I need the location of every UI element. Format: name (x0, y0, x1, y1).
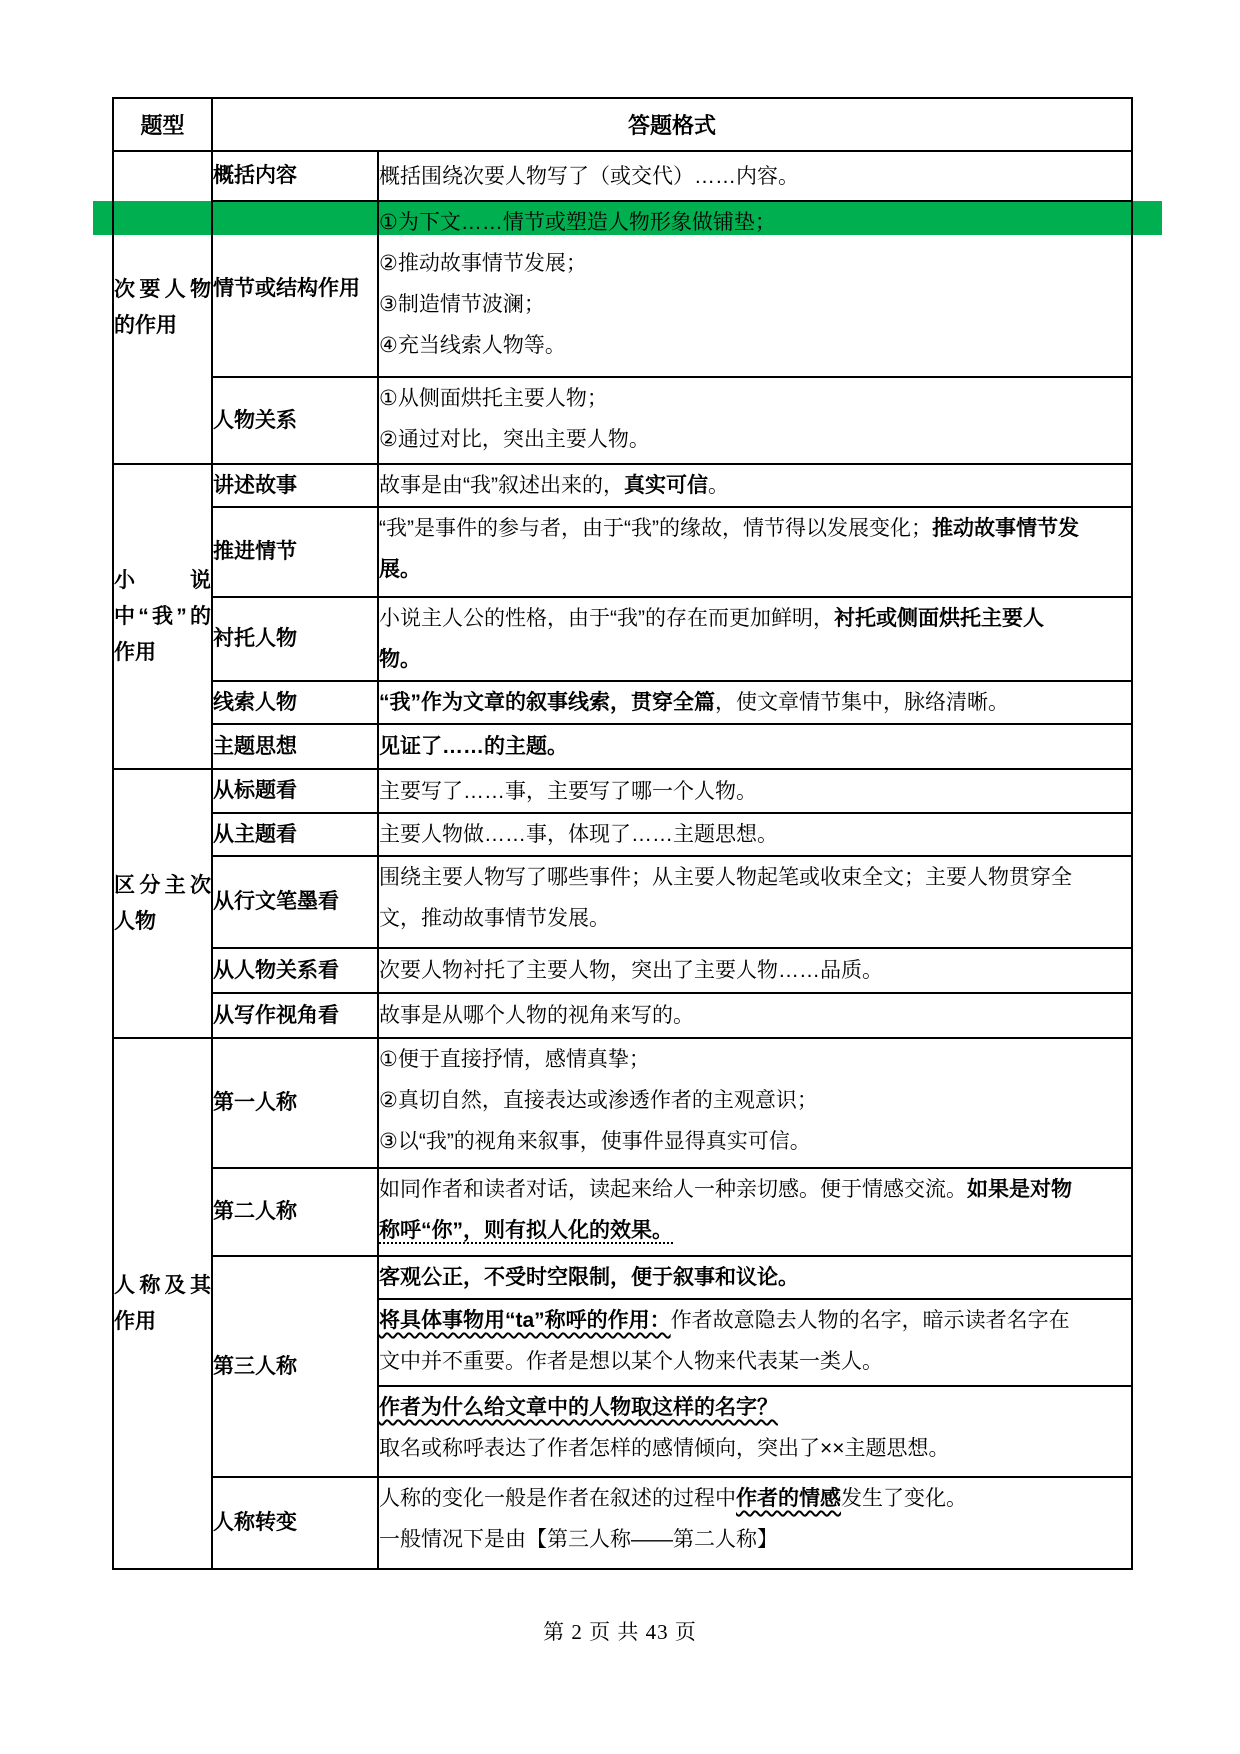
text-segment: 作者故意隐去人物的名字，暗示读者名字在 (670, 1309, 1070, 1332)
text-segment: 发生了变化。 (841, 1487, 967, 1510)
row-label: 主题思想 (212, 724, 378, 769)
row-content (378, 724, 1132, 769)
content-line (379, 508, 1131, 549)
content-line (379, 1257, 1131, 1298)
text-segment: ③以“我”的视角来叙事，使事件显得真实可信。 (379, 1130, 811, 1153)
content-line (379, 1300, 1131, 1341)
text-segment: 物。 (379, 648, 421, 671)
content-line (379, 1428, 1131, 1469)
text-segment: ③制造情节波澜； (379, 293, 545, 316)
content-line (379, 1478, 1131, 1519)
row-content (378, 856, 1132, 948)
text-segment: 作者为什么给文章中的人物取这样的名字？ (379, 1396, 778, 1419)
row-content (378, 507, 1132, 597)
table-row (113, 1256, 1132, 1299)
section-label: 区分主次人物 (113, 769, 212, 1038)
text-segment: 作者的情感 (736, 1487, 841, 1510)
content-line (379, 1387, 1131, 1428)
row-label: 从主题看 (212, 813, 378, 856)
content-line (379, 1169, 1131, 1210)
text-segment: ，使文章情节集中，脉络清晰。 (715, 691, 1009, 714)
row-label: 第二人称 (212, 1168, 378, 1256)
table-row (113, 377, 1132, 464)
content-line (379, 857, 1131, 898)
text-segment: “我”作为文章的叙事线索，贯穿全篇 (379, 691, 715, 714)
text-segment: ④充当线索人物等。 (379, 334, 566, 357)
content-line (379, 639, 1131, 680)
table-body (113, 151, 1132, 1569)
row-content (378, 993, 1132, 1038)
row-label: 概括内容 (212, 151, 378, 201)
content-line (379, 995, 1131, 1036)
content-line (379, 1210, 1131, 1251)
text-segment: 文中并不重要。作者是想以某个人物来代表某一类人。 (379, 1350, 883, 1373)
text-segment: 人称的变化一般是作者在叙述的过程中 (379, 1487, 736, 1510)
text-segment: 次要人物衬托了主要人物，突出了主要人物……品质。 (379, 959, 883, 982)
row-content (378, 681, 1132, 724)
answer-format-header: 答题格式 (212, 98, 1132, 151)
table-row (113, 769, 1132, 813)
table-row (113, 151, 1132, 201)
row-content (378, 1256, 1132, 1299)
text-segment: 如果是对物 (967, 1178, 1072, 1201)
row-content (378, 813, 1132, 856)
text-segment: 故事是从哪个人物的视角来写的。 (379, 1004, 694, 1027)
content-line (379, 814, 1131, 855)
row-content (378, 769, 1132, 813)
content-line (379, 284, 1131, 325)
text-segment: 取名或称呼表达了作者怎样的感情倾向，突出了××主题思想。 (379, 1437, 950, 1460)
row-content (378, 1038, 1132, 1168)
content-line (379, 156, 1131, 197)
content-line (379, 243, 1131, 284)
content-line (379, 682, 1131, 723)
content-line (379, 1121, 1131, 1162)
text-segment: 将具体事物用“ta”称呼的作用： (379, 1309, 671, 1332)
answer-format-table (112, 97, 1133, 1570)
content-line (379, 465, 1131, 506)
row-label: 第三人称 (212, 1256, 378, 1477)
row-label: 情节或结构作用 (212, 201, 378, 377)
table-row (113, 1477, 1132, 1569)
row-content (378, 377, 1132, 464)
table-row (113, 201, 1132, 377)
table-row (113, 993, 1132, 1038)
text-segment: ①从侧面烘托主要人物； (379, 387, 608, 410)
row-label: 讲述故事 (212, 464, 378, 507)
row-label: 人称转变 (212, 1477, 378, 1569)
text-segment: 称呼“你”，则有拟人化的效果。 (379, 1219, 673, 1242)
row-content (378, 1386, 1132, 1477)
content-line (379, 1341, 1131, 1382)
section-label: 次要人物的作用 (113, 151, 212, 464)
text-segment: 。 (708, 474, 729, 497)
table-row (113, 856, 1132, 948)
text-segment: ②推动故事情节发展； (379, 252, 587, 275)
content-line (379, 549, 1131, 590)
table-row (113, 1038, 1132, 1168)
row-label: 推进情节 (212, 507, 378, 597)
row-content (378, 201, 1132, 377)
table-row (113, 724, 1132, 769)
content-line (379, 1039, 1131, 1080)
table-row (113, 813, 1132, 856)
row-content (378, 1168, 1132, 1256)
content-line (379, 898, 1131, 939)
text-segment: 小说主人公的性格，由于“我”的存在而更加鲜明， (379, 607, 834, 630)
row-label: 从标题看 (212, 769, 378, 813)
content-line (379, 325, 1131, 366)
row-label: 从写作视角看 (212, 993, 378, 1038)
table-row (113, 681, 1132, 724)
text-segment: ①为下文……情节或塑造人物形象做铺垫； (379, 211, 776, 234)
row-content (378, 948, 1132, 993)
content-line (379, 726, 1131, 767)
highlighted-content-line (379, 202, 1131, 243)
row-label: 衬托人物 (212, 597, 378, 681)
content-line (379, 419, 1131, 460)
row-content (378, 464, 1132, 507)
table-row (113, 948, 1132, 993)
row-label: 线索人物 (212, 681, 378, 724)
text-segment: ①便于直接抒情，感情真挚； (379, 1048, 650, 1071)
text-segment: 主要人物做……事，体现了……主题思想。 (379, 823, 778, 846)
row-content (378, 151, 1132, 201)
text-segment: 客观公正，不受时空限制，便于叙事和议论。 (379, 1266, 799, 1289)
text-segment: 主要写了……事，主要写了哪一个人物。 (379, 779, 757, 803)
row-label: 第一人称 (212, 1038, 378, 1168)
table-row (113, 507, 1132, 597)
table-row (113, 597, 1132, 681)
row-label: 从行文笔墨看 (212, 856, 378, 948)
text-segment: 概括围绕次要人物写了（或交代）……内容。 (379, 164, 799, 188)
text-segment: “我”是事件的参与者，由于“我”的缘故，情节得以发展变化； (379, 517, 932, 540)
text-segment: ②通过对比，突出主要人物。 (379, 428, 650, 451)
question-type-header: 题型 (113, 98, 212, 151)
text-segment: 围绕主要人物写了哪些事件；从主要人物起笔或收束全文；主要人物贯穿全 (379, 866, 1072, 889)
content-line (379, 771, 1131, 812)
row-content (378, 1299, 1132, 1386)
page-footer: 第 2 页 共 43 页 (543, 1620, 697, 1644)
section-label: 人称及其作用 (113, 1038, 212, 1569)
row-content (378, 1477, 1132, 1569)
text-segment: 推动故事情节发 (931, 517, 1079, 540)
text-segment: ②真切自然，直接表达或渗透作者的主观意识； (379, 1089, 818, 1112)
text-segment: 如同作者和读者对话，读起来给人一种亲切感。便于情感交流。 (379, 1178, 967, 1201)
text-segment: 衬托或侧面烘托主要人 (834, 607, 1044, 630)
content-line (379, 598, 1131, 639)
text-segment: 故事是由“我”叙述出来的， (379, 474, 624, 497)
text-segment: 真实可信 (624, 474, 708, 497)
text-segment: 文，推动故事情节发展。 (379, 907, 610, 930)
content-line (379, 1080, 1131, 1121)
section-label: 小说中“我”的作用 (113, 464, 212, 769)
row-label: 人物关系 (212, 377, 378, 464)
table-header-row (113, 98, 1132, 151)
text-segment: 一般情况下是由【第三人称——第二人称】 (379, 1528, 778, 1551)
row-content (378, 597, 1132, 681)
content-line (379, 950, 1131, 991)
text-segment: 展。 (379, 558, 421, 581)
row-label: 从人物关系看 (212, 948, 378, 993)
content-line (379, 378, 1131, 419)
table-row (113, 464, 1132, 507)
text-segment: 见证了……的主题。 (379, 735, 568, 758)
table-row (113, 1168, 1132, 1256)
content-line (379, 1519, 1131, 1560)
